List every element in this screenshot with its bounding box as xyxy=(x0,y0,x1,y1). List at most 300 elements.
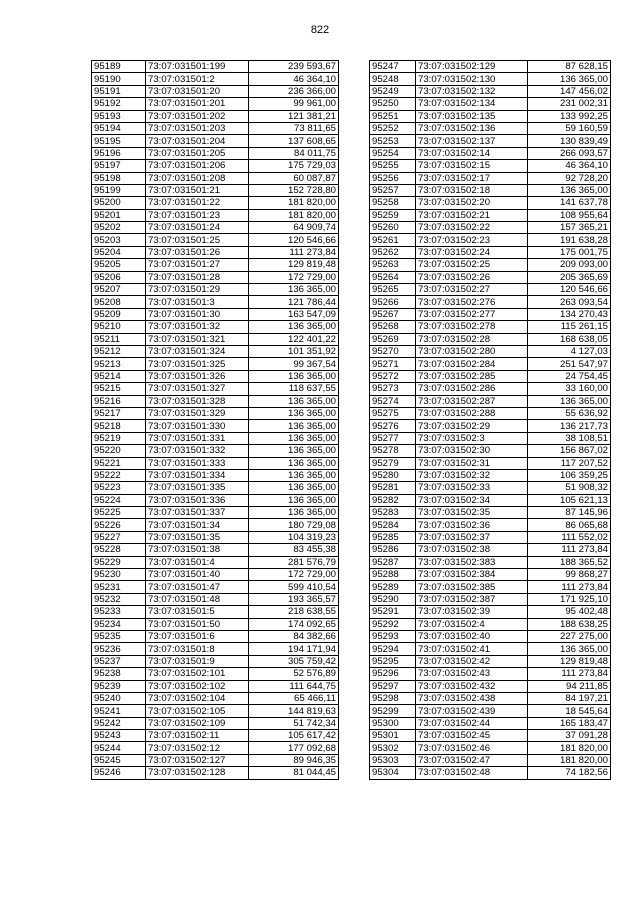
cadastral-number-cell: 73:07:031502:42 xyxy=(416,655,528,667)
cadastral-number-cell: 73:07:031501:336 xyxy=(146,494,249,506)
table-row xyxy=(92,160,339,172)
cadastral-number-cell: 73:07:031502:38 xyxy=(416,544,528,556)
row-number-cell: 95202 xyxy=(92,222,146,234)
row-number-cell: 95304 xyxy=(370,767,416,779)
cadastral-number-cell: 73:07:031501:206 xyxy=(146,160,249,172)
row-number-cell: 95200 xyxy=(92,197,146,209)
value-cell: 105 617,42 xyxy=(249,730,339,742)
value-cell: 136 365,00 xyxy=(249,494,339,506)
value-cell: 180 729,08 xyxy=(249,519,339,531)
value-cell: 37 091,28 xyxy=(528,730,611,742)
row-number-cell: 95302 xyxy=(370,742,416,754)
cadastral-number-cell: 73:07:031502:45 xyxy=(416,730,528,742)
row-number-cell: 95267 xyxy=(370,308,416,320)
value-cell: 120 546,66 xyxy=(528,284,611,296)
row-number-cell: 95296 xyxy=(370,668,416,680)
row-number-cell: 95209 xyxy=(92,308,146,320)
cadastral-number-cell: 73:07:031501:38 xyxy=(146,544,249,556)
value-cell: 141 637,78 xyxy=(528,197,611,209)
row-number-cell: 95211 xyxy=(92,333,146,345)
row-number-cell: 95190 xyxy=(92,73,146,85)
table-row xyxy=(92,73,339,85)
cadastral-number-cell: 73:07:031502:28 xyxy=(416,333,528,345)
row-number-cell: 95274 xyxy=(370,395,416,407)
table-row xyxy=(92,358,339,370)
table-row xyxy=(370,705,611,717)
cadastral-number-cell: 73:07:031502:39 xyxy=(416,606,528,618)
row-number-cell: 95275 xyxy=(370,407,416,419)
table-row xyxy=(370,345,611,357)
cadastral-number-cell: 73:07:031502:43 xyxy=(416,668,528,680)
value-cell: 157 365,21 xyxy=(528,222,611,234)
cadastral-number-cell: 73:07:031501:6 xyxy=(146,630,249,642)
table-row xyxy=(370,767,611,779)
value-cell: 51 742,34 xyxy=(249,717,339,729)
value-cell: 129 819,48 xyxy=(528,655,611,667)
row-number-cell: 95278 xyxy=(370,445,416,457)
value-cell: 193 365,57 xyxy=(249,593,339,605)
row-number-cell: 95285 xyxy=(370,531,416,543)
table-row xyxy=(92,569,339,581)
cadastral-number-cell: 73:07:031501:22 xyxy=(146,197,249,209)
row-number-cell: 95244 xyxy=(92,742,146,754)
value-cell: 251 547,97 xyxy=(528,358,611,370)
table-row xyxy=(92,345,339,357)
row-number-cell: 95195 xyxy=(92,135,146,147)
value-cell: 227 275,00 xyxy=(528,630,611,642)
row-number-cell: 95255 xyxy=(370,160,416,172)
table-row xyxy=(92,321,339,333)
value-cell: 122 401,22 xyxy=(249,333,339,345)
table-row xyxy=(370,606,611,618)
row-number-cell: 95194 xyxy=(92,122,146,134)
value-cell: 175 729,03 xyxy=(249,160,339,172)
cadastral-number-cell: 73:07:031501:30 xyxy=(146,308,249,320)
cadastral-number-cell: 73:07:031502:41 xyxy=(416,643,528,655)
row-number-cell: 95238 xyxy=(92,668,146,680)
value-cell: 136 365,00 xyxy=(528,643,611,655)
value-cell: 59 160,59 xyxy=(528,122,611,134)
row-number-cell: 95294 xyxy=(370,643,416,655)
row-number-cell: 95261 xyxy=(370,234,416,246)
row-number-cell: 95300 xyxy=(370,717,416,729)
value-cell: 239 593,67 xyxy=(249,61,339,73)
cadastral-number-cell: 73:07:031502:135 xyxy=(416,110,528,122)
value-cell: 55 636,92 xyxy=(528,407,611,419)
value-cell: 64 909,74 xyxy=(249,222,339,234)
cadastral-number-cell: 73:07:031502:286 xyxy=(416,383,528,395)
cadastral-number-cell: 73:07:031501:327 xyxy=(146,383,249,395)
value-cell: 60 087,87 xyxy=(249,172,339,184)
value-cell: 118 637,55 xyxy=(249,383,339,395)
value-cell: 181 820,00 xyxy=(249,209,339,221)
value-cell: 136 365,00 xyxy=(249,457,339,469)
table-row xyxy=(370,593,611,605)
cadastral-number-cell: 73:07:031501:48 xyxy=(146,593,249,605)
cadastral-number-cell: 73:07:031502:35 xyxy=(416,507,528,519)
table-row xyxy=(92,284,339,296)
cadastral-number-cell: 73:07:031502:105 xyxy=(146,705,249,717)
value-cell: 130 839,49 xyxy=(528,135,611,147)
cadastral-number-cell: 73:07:031501:34 xyxy=(146,519,249,531)
table-row xyxy=(370,110,611,122)
row-number-cell: 95295 xyxy=(370,655,416,667)
row-number-cell: 95283 xyxy=(370,507,416,519)
table-row xyxy=(370,655,611,667)
table-row xyxy=(92,556,339,568)
row-number-cell: 95258 xyxy=(370,197,416,209)
table-row xyxy=(370,197,611,209)
value-cell: 18 545,64 xyxy=(528,705,611,717)
cadastral-number-cell: 73:07:031501:24 xyxy=(146,222,249,234)
row-number-cell: 95214 xyxy=(92,370,146,382)
table-row xyxy=(92,432,339,444)
table-row xyxy=(370,569,611,581)
table-left xyxy=(91,60,339,780)
table-row xyxy=(370,73,611,85)
table-row xyxy=(92,222,339,234)
table-row xyxy=(370,754,611,766)
row-number-cell: 95272 xyxy=(370,370,416,382)
table-row xyxy=(92,333,339,345)
row-number-cell: 95206 xyxy=(92,271,146,283)
table-row xyxy=(370,296,611,308)
value-cell: 177 092,68 xyxy=(249,742,339,754)
cadastral-number-cell: 73:07:031502:132 xyxy=(416,85,528,97)
row-number-cell: 95239 xyxy=(92,680,146,692)
table-row xyxy=(370,259,611,271)
cadastral-number-cell: 73:07:031501:328 xyxy=(146,395,249,407)
row-number-cell: 95293 xyxy=(370,630,416,642)
table-row xyxy=(92,717,339,729)
row-number-cell: 95218 xyxy=(92,420,146,432)
value-cell: 181 820,00 xyxy=(249,197,339,209)
table-row xyxy=(370,246,611,258)
row-number-cell: 95298 xyxy=(370,692,416,704)
cadastral-number-cell: 73:07:031501:8 xyxy=(146,643,249,655)
table-row xyxy=(92,507,339,519)
cadastral-number-cell: 73:07:031502:387 xyxy=(416,593,528,605)
table-row xyxy=(370,135,611,147)
value-cell: 99 961,00 xyxy=(249,98,339,110)
table-row xyxy=(92,122,339,134)
table-row xyxy=(92,445,339,457)
value-cell: 188 365,52 xyxy=(528,556,611,568)
value-cell: 263 093,54 xyxy=(528,296,611,308)
cadastral-number-cell: 73:07:031502:30 xyxy=(416,445,528,457)
row-number-cell: 95205 xyxy=(92,259,146,271)
row-number-cell: 95208 xyxy=(92,296,146,308)
cadastral-number-cell: 73:07:031502:15 xyxy=(416,160,528,172)
row-number-cell: 95251 xyxy=(370,110,416,122)
cadastral-number-cell: 73:07:031501:4 xyxy=(146,556,249,568)
value-cell: 181 820,00 xyxy=(528,742,611,754)
table-row xyxy=(92,259,339,271)
row-number-cell: 95245 xyxy=(92,754,146,766)
value-cell: 136 365,00 xyxy=(528,184,611,196)
value-cell: 81 044,45 xyxy=(249,767,339,779)
cadastral-number-cell: 73:07:031501:29 xyxy=(146,284,249,296)
row-number-cell: 95201 xyxy=(92,209,146,221)
row-number-cell: 95289 xyxy=(370,581,416,593)
row-number-cell: 95256 xyxy=(370,172,416,184)
value-cell: 136 365,00 xyxy=(249,469,339,481)
value-cell: 120 546,66 xyxy=(249,234,339,246)
cadastral-number-cell: 73:07:031502:280 xyxy=(416,345,528,357)
row-number-cell: 95281 xyxy=(370,482,416,494)
cadastral-number-cell: 73:07:031502:284 xyxy=(416,358,528,370)
value-cell: 181 820,00 xyxy=(528,754,611,766)
table-row xyxy=(92,296,339,308)
value-cell: 136 365,00 xyxy=(249,370,339,382)
value-cell: 111 273,84 xyxy=(528,668,611,680)
value-cell: 111 552,02 xyxy=(528,531,611,543)
cadastral-number-cell: 73:07:031501:324 xyxy=(146,345,249,357)
cadastral-number-cell: 73:07:031502:136 xyxy=(416,122,528,134)
cadastral-number-cell: 73:07:031501:199 xyxy=(146,61,249,73)
value-cell: 136 365,00 xyxy=(528,73,611,85)
cadastral-number-cell: 73:07:031502:128 xyxy=(146,767,249,779)
value-cell: 101 351,92 xyxy=(249,345,339,357)
row-number-cell: 95230 xyxy=(92,569,146,581)
value-cell: 136 365,00 xyxy=(249,395,339,407)
cadastral-number-cell: 73:07:031502:21 xyxy=(416,209,528,221)
row-number-cell: 95287 xyxy=(370,556,416,568)
table-row xyxy=(92,457,339,469)
cadastral-number-cell: 73:07:031502:48 xyxy=(416,767,528,779)
cadastral-number-cell: 73:07:031501:9 xyxy=(146,655,249,667)
table-row xyxy=(92,469,339,481)
value-cell: 305 759,42 xyxy=(249,655,339,667)
row-number-cell: 95264 xyxy=(370,271,416,283)
row-number-cell: 95259 xyxy=(370,209,416,221)
cadastral-number-cell: 73:07:031502:20 xyxy=(416,197,528,209)
cadastral-number-cell: 73:07:031502:12 xyxy=(146,742,249,754)
cadastral-number-cell: 73:07:031502:34 xyxy=(416,494,528,506)
row-number-cell: 95204 xyxy=(92,246,146,258)
table-row xyxy=(370,457,611,469)
table-row xyxy=(370,680,611,692)
value-cell: 94 211,85 xyxy=(528,680,611,692)
value-cell: 99 868,27 xyxy=(528,569,611,581)
table-row xyxy=(92,98,339,110)
table-row xyxy=(370,122,611,134)
cadastral-number-cell: 73:07:031502:23 xyxy=(416,234,528,246)
row-number-cell: 95271 xyxy=(370,358,416,370)
table-row xyxy=(370,147,611,159)
table-right xyxy=(369,60,611,780)
table-row xyxy=(92,630,339,642)
table-row xyxy=(370,742,611,754)
cadastral-number-cell: 73:07:031501:20 xyxy=(146,85,249,97)
row-number-cell: 95203 xyxy=(92,234,146,246)
row-number-cell: 95219 xyxy=(92,432,146,444)
row-number-cell: 95284 xyxy=(370,519,416,531)
value-cell: 209 093,00 xyxy=(528,259,611,271)
cadastral-number-cell: 73:07:031502:130 xyxy=(416,73,528,85)
value-cell: 165 183,47 xyxy=(528,717,611,729)
cadastral-number-cell: 73:07:031502:385 xyxy=(416,581,528,593)
value-cell: 172 729,00 xyxy=(249,569,339,581)
table-row xyxy=(92,531,339,543)
table-row xyxy=(92,61,339,73)
value-cell: 51 908,32 xyxy=(528,482,611,494)
cadastral-number-cell: 73:07:031502:14 xyxy=(416,147,528,159)
value-cell: 24 754,45 xyxy=(528,370,611,382)
cadastral-number-cell: 73:07:031502:285 xyxy=(416,370,528,382)
row-number-cell: 95235 xyxy=(92,630,146,642)
row-number-cell: 95189 xyxy=(92,61,146,73)
table-row xyxy=(370,717,611,729)
cadastral-number-cell: 73:07:031502:32 xyxy=(416,469,528,481)
cadastral-number-cell: 73:07:031501:332 xyxy=(146,445,249,457)
row-number-cell: 95237 xyxy=(92,655,146,667)
cadastral-number-cell: 73:07:031502:104 xyxy=(146,692,249,704)
value-cell: 105 621,13 xyxy=(528,494,611,506)
value-cell: 129 819,48 xyxy=(249,259,339,271)
row-number-cell: 95290 xyxy=(370,593,416,605)
cadastral-number-cell: 73:07:031501:337 xyxy=(146,507,249,519)
cadastral-number-cell: 73:07:031502:24 xyxy=(416,246,528,258)
value-cell: 87 145,96 xyxy=(528,507,611,519)
table-row xyxy=(92,692,339,704)
table-row xyxy=(370,432,611,444)
table-row xyxy=(92,407,339,419)
cadastral-number-cell: 73:07:031501:47 xyxy=(146,581,249,593)
value-cell: 86 065,68 xyxy=(528,519,611,531)
cadastral-number-cell: 73:07:031501:333 xyxy=(146,457,249,469)
cadastral-number-cell: 73:07:031502:25 xyxy=(416,259,528,271)
table-row xyxy=(370,692,611,704)
row-number-cell: 95288 xyxy=(370,569,416,581)
table-row xyxy=(92,420,339,432)
value-cell: 87 628,15 xyxy=(528,61,611,73)
table-row xyxy=(370,494,611,506)
row-number-cell: 95270 xyxy=(370,345,416,357)
cadastral-number-cell: 73:07:031502:288 xyxy=(416,407,528,419)
cadastral-number-cell: 73:07:031501:335 xyxy=(146,482,249,494)
value-cell: 74 182,56 xyxy=(528,767,611,779)
cadastral-number-cell: 73:07:031501:25 xyxy=(146,234,249,246)
table-row xyxy=(370,308,611,320)
table-row xyxy=(92,581,339,593)
cadastral-number-cell: 73:07:031502:109 xyxy=(146,717,249,729)
row-number-cell: 95222 xyxy=(92,469,146,481)
cadastral-number-cell: 73:07:031502:37 xyxy=(416,531,528,543)
table-row xyxy=(92,85,339,97)
row-number-cell: 95260 xyxy=(370,222,416,234)
table-row xyxy=(370,184,611,196)
table-row xyxy=(370,643,611,655)
table-row xyxy=(370,668,611,680)
value-cell: 599 410,54 xyxy=(249,581,339,593)
cadastral-number-cell: 73:07:031501:205 xyxy=(146,147,249,159)
table-row xyxy=(92,482,339,494)
cadastral-number-cell: 73:07:031501:21 xyxy=(146,184,249,196)
row-number-cell: 95232 xyxy=(92,593,146,605)
row-number-cell: 95224 xyxy=(92,494,146,506)
row-number-cell: 95199 xyxy=(92,184,146,196)
row-number-cell: 95191 xyxy=(92,85,146,97)
table-row xyxy=(92,655,339,667)
table-row xyxy=(92,110,339,122)
row-number-cell: 95253 xyxy=(370,135,416,147)
value-cell: 218 638,55 xyxy=(249,606,339,618)
cadastral-number-cell: 73:07:031502:137 xyxy=(416,135,528,147)
value-cell: 84 382,66 xyxy=(249,630,339,642)
table-row xyxy=(92,494,339,506)
cadastral-number-cell: 73:07:031502:11 xyxy=(146,730,249,742)
row-number-cell: 95242 xyxy=(92,717,146,729)
value-cell: 95 402,48 xyxy=(528,606,611,618)
cadastral-number-cell: 73:07:031502:27 xyxy=(416,284,528,296)
cadastral-number-cell: 73:07:031502:26 xyxy=(416,271,528,283)
row-number-cell: 95231 xyxy=(92,581,146,593)
value-cell: 168 638,05 xyxy=(528,333,611,345)
table-row xyxy=(370,271,611,283)
row-number-cell: 95198 xyxy=(92,172,146,184)
cadastral-number-cell: 73:07:031502:432 xyxy=(416,680,528,692)
row-number-cell: 95215 xyxy=(92,383,146,395)
row-number-cell: 95265 xyxy=(370,284,416,296)
value-cell: 121 786,44 xyxy=(249,296,339,308)
value-cell: 188 638,25 xyxy=(528,618,611,630)
value-cell: 84 011,75 xyxy=(249,147,339,159)
row-number-cell: 95223 xyxy=(92,482,146,494)
row-number-cell: 95299 xyxy=(370,705,416,717)
cadastral-number-cell: 73:07:031501:3 xyxy=(146,296,249,308)
cadastral-number-cell: 73:07:031502:47 xyxy=(416,754,528,766)
table-row xyxy=(370,234,611,246)
table-row xyxy=(92,754,339,766)
row-number-cell: 95240 xyxy=(92,692,146,704)
table-row xyxy=(92,593,339,605)
table-row xyxy=(92,730,339,742)
value-cell: 46 364,10 xyxy=(528,160,611,172)
row-number-cell: 95291 xyxy=(370,606,416,618)
row-number-cell: 95243 xyxy=(92,730,146,742)
cadastral-number-cell: 73:07:031502:383 xyxy=(416,556,528,568)
cadastral-number-cell: 73:07:031502:102 xyxy=(146,680,249,692)
value-cell: 136 365,00 xyxy=(249,420,339,432)
row-number-cell: 95276 xyxy=(370,420,416,432)
table-row xyxy=(370,544,611,556)
row-number-cell: 95282 xyxy=(370,494,416,506)
row-number-cell: 95241 xyxy=(92,705,146,717)
row-number-cell: 95247 xyxy=(370,61,416,73)
table-row xyxy=(370,160,611,172)
cadastral-number-cell: 73:07:031502:18 xyxy=(416,184,528,196)
cadastral-number-cell: 73:07:031501:28 xyxy=(146,271,249,283)
cadastral-number-cell: 73:07:031502:36 xyxy=(416,519,528,531)
table-row xyxy=(92,606,339,618)
row-number-cell: 95236 xyxy=(92,643,146,655)
value-cell: 111 273,84 xyxy=(528,581,611,593)
table-row xyxy=(370,172,611,184)
value-cell: 134 270,43 xyxy=(528,308,611,320)
table-row xyxy=(92,544,339,556)
cadastral-number-cell: 73:07:031502:287 xyxy=(416,395,528,407)
value-cell: 172 729,00 xyxy=(249,271,339,283)
cadastral-number-cell: 73:07:031501:40 xyxy=(146,569,249,581)
table-row xyxy=(370,370,611,382)
cadastral-number-cell: 73:07:031501:202 xyxy=(146,110,249,122)
table-row xyxy=(92,618,339,630)
value-cell: 46 364,10 xyxy=(249,73,339,85)
row-number-cell: 95234 xyxy=(92,618,146,630)
value-cell: 133 992,25 xyxy=(528,110,611,122)
cadastral-number-cell: 73:07:031501:331 xyxy=(146,432,249,444)
